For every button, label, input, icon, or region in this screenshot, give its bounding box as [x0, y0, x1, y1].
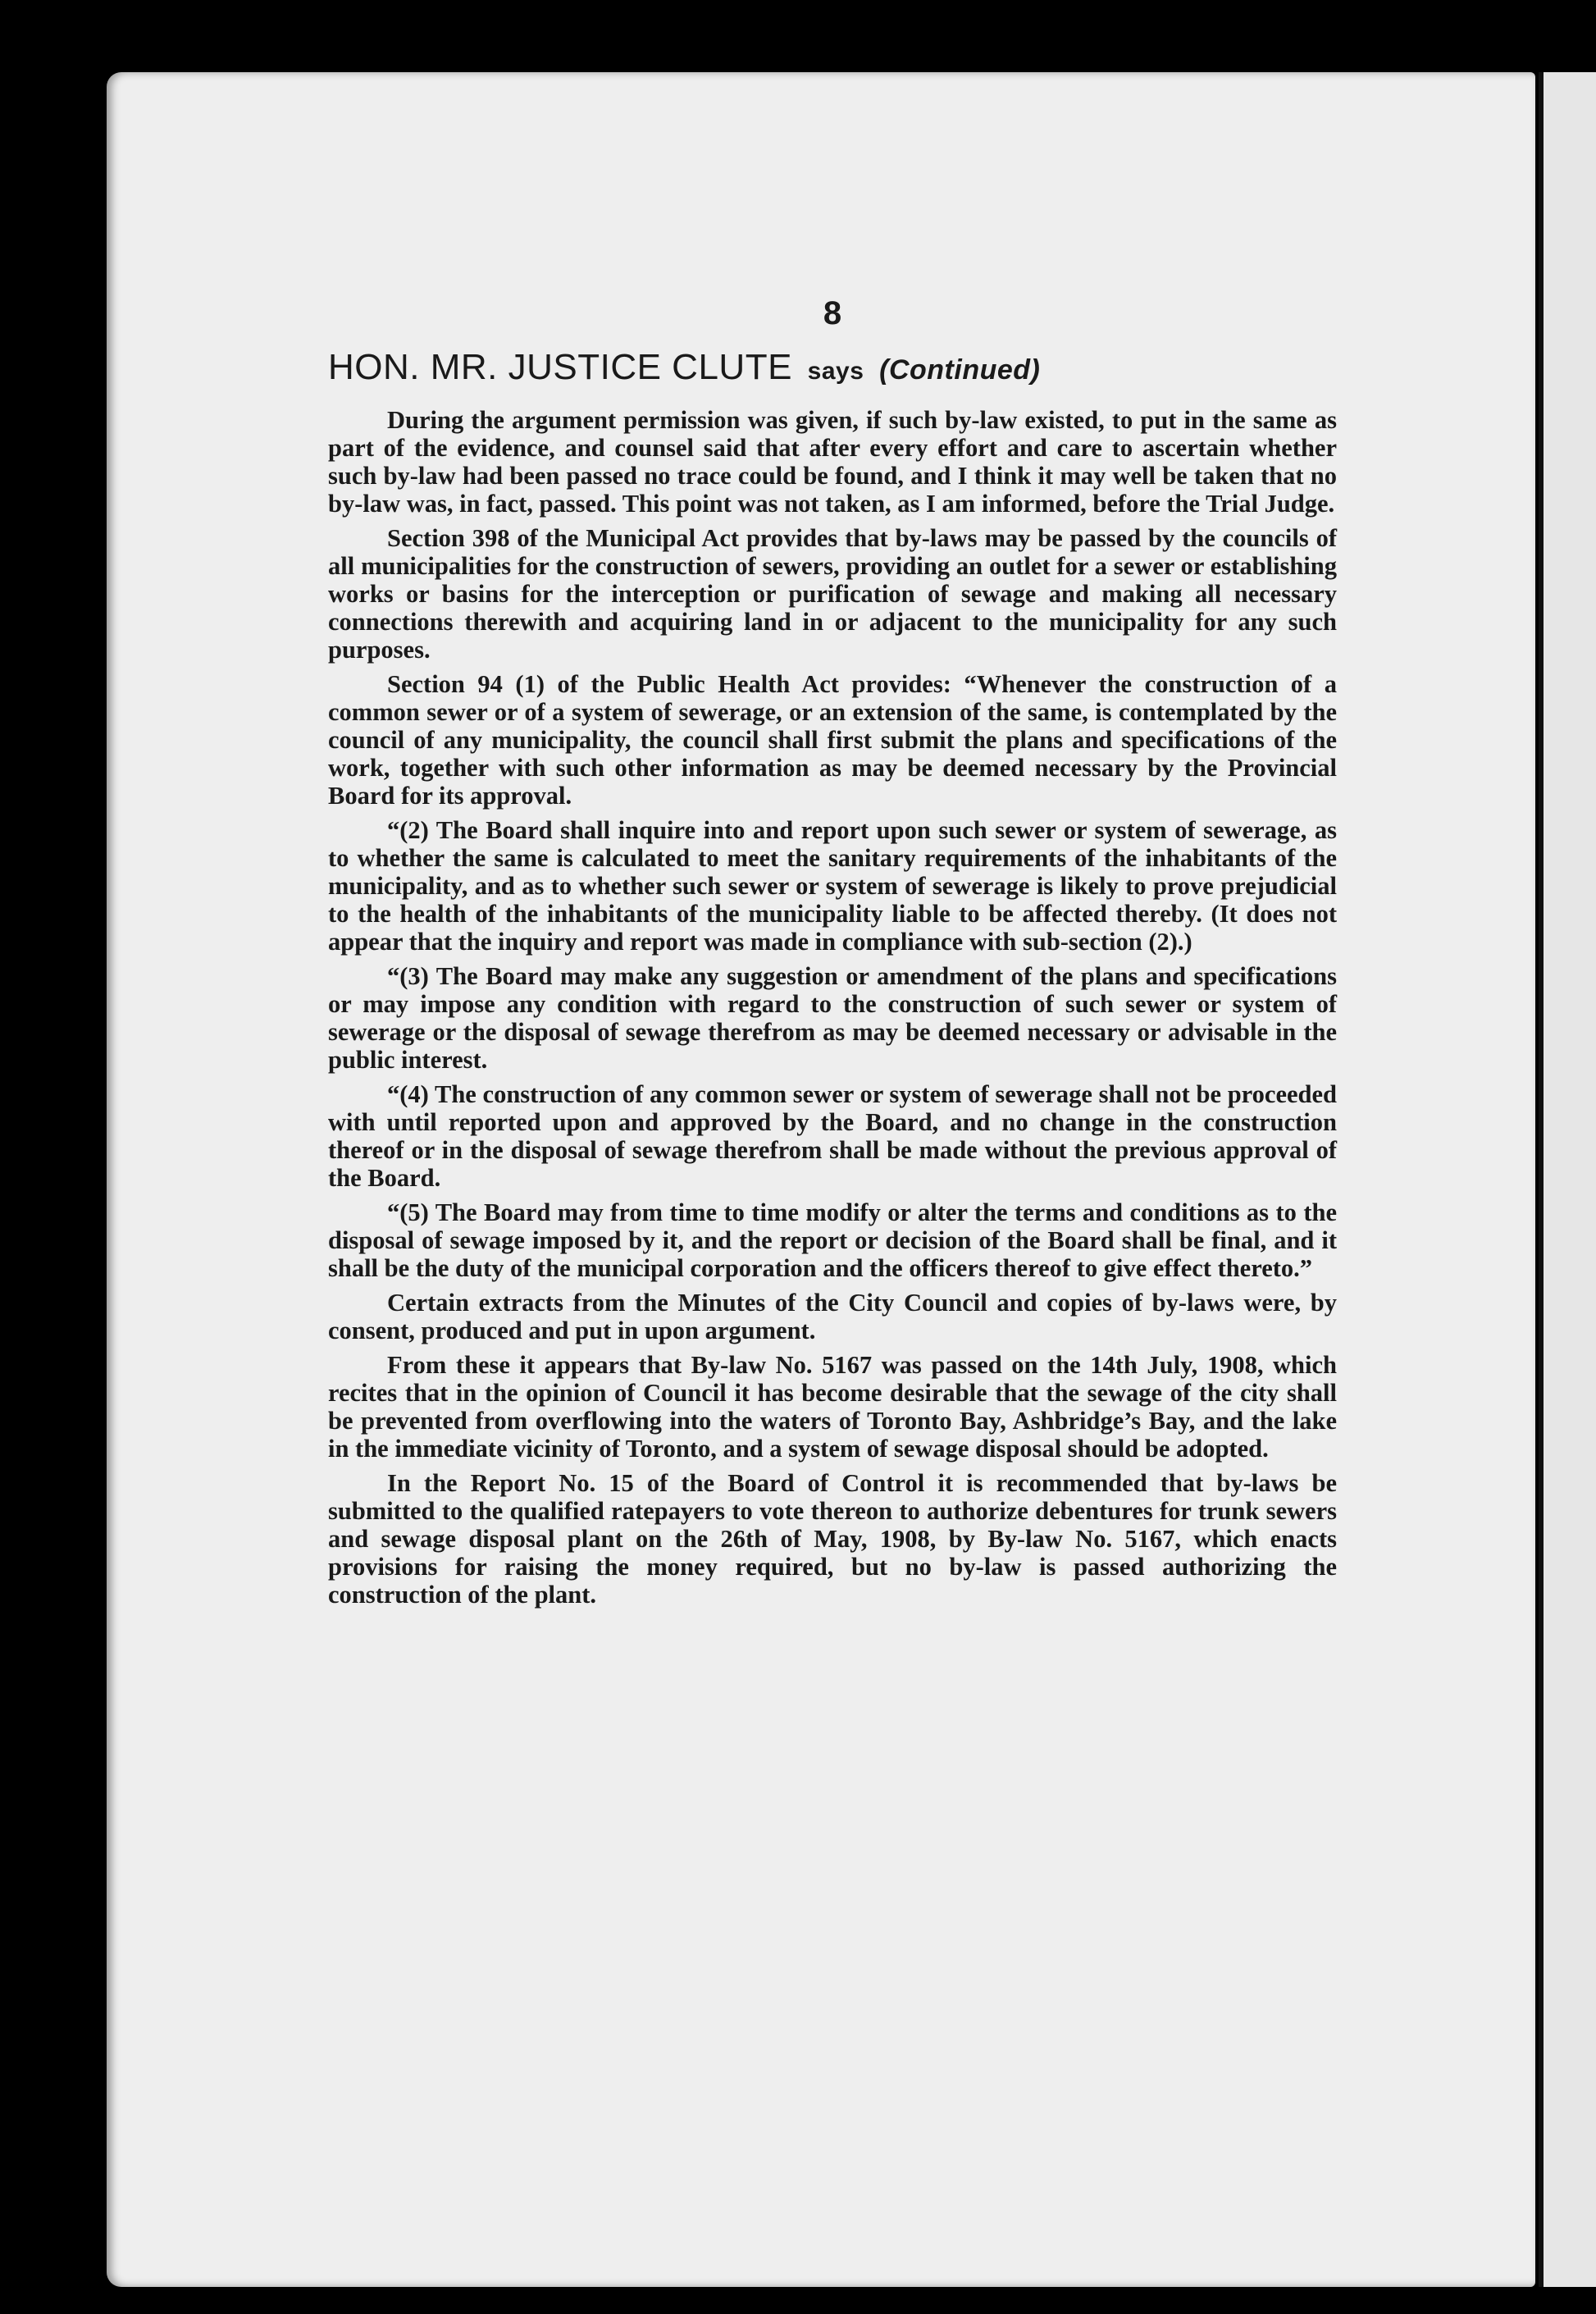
paragraph: Certain extracts from the Minutes of the City Council and copies of by-laws were, by consent, produced and put in upon argument. [328, 1289, 1337, 1344]
paragraph: Section 398 of the Municipal Act provides that by-laws may be passed by the councils of all municipalities for the construction of sewers, providing an outlet for a sewer or establishing works or basins for the interception or purification of sewage and making all necessary connections therewith and acquiring land in or adjacent to the municipality for any such purposes. [328, 524, 1337, 664]
heading-name: HON. MR. JUSTICE CLUTE [328, 347, 792, 387]
paragraph: “(5) The Board may from time to time modify or alter the terms and conditions as to the disposal of sewage imposed by it, and the report or decision of the Board shall be final, and it shall be the duty of the municipal corporation and the officers thereof to give effect thereto.” [328, 1198, 1337, 1282]
paragraph: From these it appears that By-law No. 5167 was passed on the 14th July, 1908, which recites that in the opinion of Council it has become desirable that the sewage of the city shall be prevented from overflowing into the waters of Toronto Bay, Ashbridge’s Bay, and the lake in the immediate vicinity of Toronto, and a system of sewage disposal should be adopted. [328, 1351, 1337, 1463]
section-heading [328, 347, 1337, 388]
paragraph: In the Report No. 15 of the Board of Control it is recommended that by-laws be submitted to the qualified ratepayers to vote thereon to authorize debentures for trunk sewers and sewage disposal plant on the 26th of May, 1908, by By-law No. 5167, which enacts provisions for raising the money required, but no by-law is passed authorizing the construction of the plant. [328, 1469, 1337, 1609]
heading-says: says [807, 358, 864, 385]
paragraph: “(4) The construction of any common sewer or system of sewerage shall not be proceeded with until reported upon and approved by the Board, and no change in the construction thereof or in the disposal of sewage therefrom shall be made without the previous approval of the Board. [328, 1080, 1337, 1192]
heading-continued: (Continued) [879, 354, 1041, 386]
page-number: 8 [823, 295, 842, 331]
paragraph: During the argument permission was given, if such by-law existed, to put in the same as part of the evidence, and counsel said that after every effort and care to ascertain whether such by-law had been passed no trace could be found, and I think it may well be taken that no by-law was, in fact, passed. This point was not taken, as I am informed, before the Trial Judge. [328, 406, 1337, 518]
paragraph: Section 94 (1) of the Public Health Act provides: “Whenever the construction of a common sewer or of a system of sewerage, or an extension of the same, is contemplated by the council of any municipality, the council shall first submit the plans and specifications of the work, together with such other information as may be deemed necessary by the Provincial Board for its approval. [328, 670, 1337, 810]
paragraph: “(2) The Board shall inquire into and report upon such sewer or system of sewerage, as to whether the same is calculated to meet the sanitary requirements of the inhabitants of the municipality, and as to whether such sewer or system of sewerage is likely to prove prejudicial to the health of the inhabitants of the municipality liable to be affected thereby. (It does not appear that the inquiry and report was made in compliance with sub-section (2).) [328, 816, 1337, 956]
page-content [328, 295, 1337, 1615]
adjacent-page-edge [1539, 72, 1596, 2287]
paragraph: “(3) The Board may make any suggestion or amendment of the plans and specifications or may impose any condition with regard to the construction of such sewer or system of sewerage or the disposal of sewage therefrom as may be deemed necessary or advisable in the public interest. [328, 962, 1337, 1074]
